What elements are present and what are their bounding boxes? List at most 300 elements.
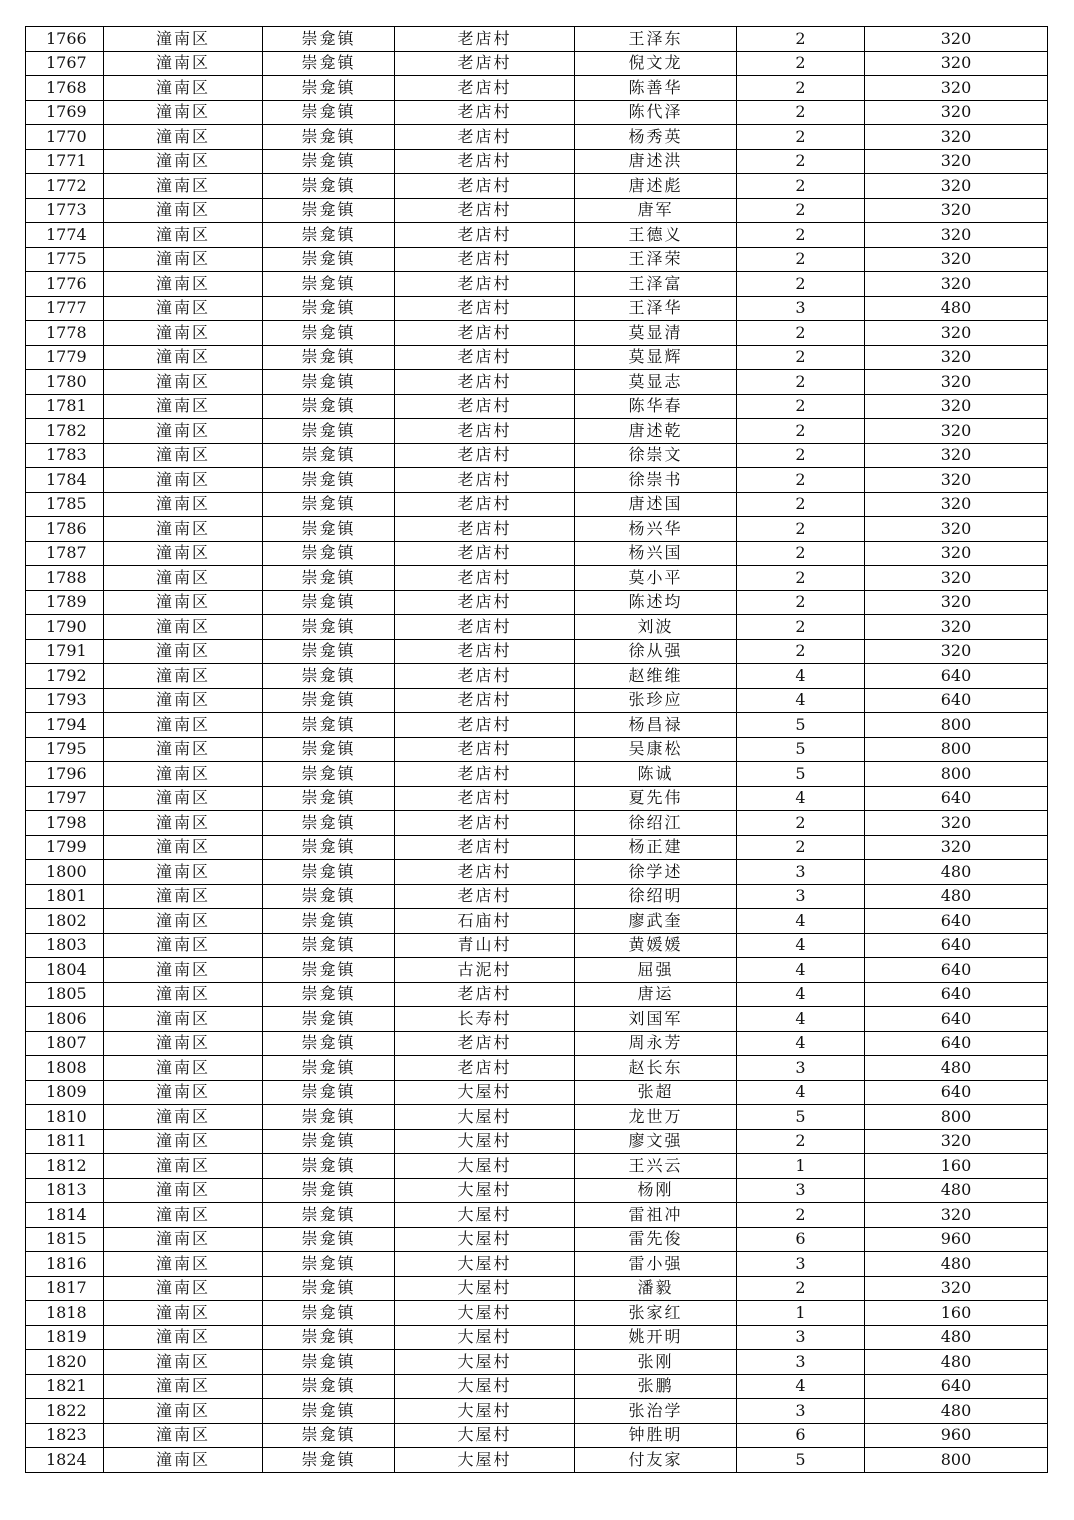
- table-row: [26, 468, 1048, 493]
- seq-cell: 1784: [26, 468, 104, 493]
- village-cell: 大屋村: [395, 1399, 575, 1424]
- amount-cell: 320: [865, 272, 1048, 297]
- name-cell: 张鹏: [575, 1374, 737, 1399]
- village-cell: 老店村: [395, 590, 575, 615]
- amount-cell: 480: [865, 296, 1048, 321]
- household-size-cell: 3: [737, 1399, 865, 1424]
- amount-cell: 640: [865, 664, 1048, 689]
- amount-cell: 640: [865, 909, 1048, 934]
- village-cell: 大屋村: [395, 1325, 575, 1350]
- town-cell: 崇龛镇: [263, 321, 395, 346]
- seq-cell: 1820: [26, 1350, 104, 1375]
- village-cell: 老店村: [395, 835, 575, 860]
- district-cell: 潼南区: [104, 321, 263, 346]
- district-cell: 潼南区: [104, 1325, 263, 1350]
- household-size-cell: 4: [737, 664, 865, 689]
- amount-cell: 800: [865, 713, 1048, 738]
- amount-cell: 800: [865, 737, 1048, 762]
- household-size-cell: 1: [737, 1154, 865, 1179]
- village-cell: 大屋村: [395, 1276, 575, 1301]
- district-cell: 潼南区: [104, 688, 263, 713]
- household-size-cell: 6: [737, 1227, 865, 1252]
- village-cell: 老店村: [395, 811, 575, 836]
- name-cell: 龙世万: [575, 1105, 737, 1130]
- amount-cell: 320: [865, 566, 1048, 591]
- town-cell: 崇龛镇: [263, 541, 395, 566]
- household-size-cell: 3: [737, 1325, 865, 1350]
- town-cell: 崇龛镇: [263, 1154, 395, 1179]
- amount-cell: 320: [865, 517, 1048, 542]
- name-cell: 雷先俊: [575, 1227, 737, 1252]
- household-size-cell: 2: [737, 1129, 865, 1154]
- table-row: [26, 762, 1048, 787]
- table-row: [26, 1227, 1048, 1252]
- village-cell: 大屋村: [395, 1178, 575, 1203]
- town-cell: 崇龛镇: [263, 566, 395, 591]
- table-row: [26, 321, 1048, 346]
- name-cell: 张家红: [575, 1301, 737, 1326]
- name-cell: 唐述国: [575, 492, 737, 517]
- seq-cell: 1812: [26, 1154, 104, 1179]
- household-size-cell: 4: [737, 786, 865, 811]
- seq-cell: 1792: [26, 664, 104, 689]
- town-cell: 崇龛镇: [263, 884, 395, 909]
- amount-cell: 800: [865, 1448, 1048, 1473]
- name-cell: 徐绍明: [575, 884, 737, 909]
- district-cell: 潼南区: [104, 566, 263, 591]
- seq-cell: 1770: [26, 125, 104, 150]
- name-cell: 倪文龙: [575, 51, 737, 76]
- town-cell: 崇龛镇: [263, 272, 395, 297]
- village-cell: 老店村: [395, 737, 575, 762]
- village-cell: 老店村: [395, 272, 575, 297]
- seq-cell: 1771: [26, 149, 104, 174]
- seq-cell: 1776: [26, 272, 104, 297]
- table-row: [26, 811, 1048, 836]
- village-cell: 老店村: [395, 370, 575, 395]
- household-size-cell: 3: [737, 860, 865, 885]
- seq-cell: 1775: [26, 247, 104, 272]
- town-cell: 崇龛镇: [263, 1227, 395, 1252]
- district-cell: 潼南区: [104, 198, 263, 223]
- seq-cell: 1773: [26, 198, 104, 223]
- table-row: [26, 1399, 1048, 1424]
- household-size-cell: 5: [737, 1105, 865, 1130]
- amount-cell: 640: [865, 933, 1048, 958]
- town-cell: 崇龛镇: [263, 1350, 395, 1375]
- amount-cell: 960: [865, 1227, 1048, 1252]
- table-row: [26, 443, 1048, 468]
- amount-cell: 320: [865, 345, 1048, 370]
- seq-cell: 1799: [26, 835, 104, 860]
- town-cell: 崇龛镇: [263, 713, 395, 738]
- village-cell: 老店村: [395, 492, 575, 517]
- amount-cell: 480: [865, 860, 1048, 885]
- seq-cell: 1790: [26, 615, 104, 640]
- district-cell: 潼南区: [104, 1105, 263, 1130]
- seq-cell: 1810: [26, 1105, 104, 1130]
- village-cell: 老店村: [395, 860, 575, 885]
- table-row: [26, 27, 1048, 52]
- town-cell: 崇龛镇: [263, 811, 395, 836]
- village-cell: 老店村: [395, 1056, 575, 1081]
- name-cell: 杨兴国: [575, 541, 737, 566]
- seq-cell: 1772: [26, 174, 104, 199]
- district-cell: 潼南区: [104, 958, 263, 983]
- district-cell: 潼南区: [104, 419, 263, 444]
- table-row: [26, 958, 1048, 983]
- name-cell: 张超: [575, 1080, 737, 1105]
- amount-cell: 320: [865, 149, 1048, 174]
- town-cell: 崇龛镇: [263, 370, 395, 395]
- amount-cell: 480: [865, 1325, 1048, 1350]
- amount-cell: 320: [865, 223, 1048, 248]
- household-size-cell: 3: [737, 1252, 865, 1277]
- town-cell: 崇龛镇: [263, 174, 395, 199]
- amount-cell: 320: [865, 370, 1048, 395]
- seq-cell: 1794: [26, 713, 104, 738]
- household-size-cell: 4: [737, 688, 865, 713]
- town-cell: 崇龛镇: [263, 1105, 395, 1130]
- household-size-cell: 4: [737, 982, 865, 1007]
- seq-cell: 1767: [26, 51, 104, 76]
- name-cell: 王兴云: [575, 1154, 737, 1179]
- town-cell: 崇龛镇: [263, 982, 395, 1007]
- village-cell: 大屋村: [395, 1448, 575, 1473]
- name-cell: 唐述洪: [575, 149, 737, 174]
- town-cell: 崇龛镇: [263, 1031, 395, 1056]
- table-row: [26, 1031, 1048, 1056]
- name-cell: 唐述乾: [575, 419, 737, 444]
- household-size-cell: 3: [737, 1056, 865, 1081]
- seq-cell: 1824: [26, 1448, 104, 1473]
- table-row: [26, 1276, 1048, 1301]
- town-cell: 崇龛镇: [263, 76, 395, 101]
- household-size-cell: 2: [737, 590, 865, 615]
- district-cell: 潼南区: [104, 1129, 263, 1154]
- table-row: [26, 1325, 1048, 1350]
- seq-cell: 1815: [26, 1227, 104, 1252]
- seq-cell: 1818: [26, 1301, 104, 1326]
- seq-cell: 1805: [26, 982, 104, 1007]
- amount-cell: 640: [865, 1374, 1048, 1399]
- district-cell: 潼南区: [104, 1276, 263, 1301]
- district-cell: 潼南区: [104, 345, 263, 370]
- district-cell: 潼南区: [104, 1227, 263, 1252]
- household-size-cell: 2: [737, 247, 865, 272]
- table-row: [26, 1448, 1048, 1473]
- name-cell: 唐述彪: [575, 174, 737, 199]
- village-cell: 老店村: [395, 100, 575, 125]
- district-cell: 潼南区: [104, 1252, 263, 1277]
- seq-cell: 1785: [26, 492, 104, 517]
- table-row: [26, 345, 1048, 370]
- household-size-cell: 2: [737, 174, 865, 199]
- household-size-cell: 5: [737, 737, 865, 762]
- amount-cell: 320: [865, 394, 1048, 419]
- seq-cell: 1787: [26, 541, 104, 566]
- table-row: [26, 713, 1048, 738]
- seq-cell: 1777: [26, 296, 104, 321]
- town-cell: 崇龛镇: [263, 394, 395, 419]
- household-size-cell: 2: [737, 835, 865, 860]
- household-size-cell: 2: [737, 51, 865, 76]
- seq-cell: 1823: [26, 1423, 104, 1448]
- village-cell: 古泥村: [395, 958, 575, 983]
- name-cell: 雷小强: [575, 1252, 737, 1277]
- seq-cell: 1801: [26, 884, 104, 909]
- village-cell: 老店村: [395, 149, 575, 174]
- household-size-cell: 5: [737, 762, 865, 787]
- name-cell: 钟胜明: [575, 1423, 737, 1448]
- town-cell: 崇龛镇: [263, 1448, 395, 1473]
- seq-cell: 1819: [26, 1325, 104, 1350]
- seq-cell: 1821: [26, 1374, 104, 1399]
- town-cell: 崇龛镇: [263, 1129, 395, 1154]
- village-cell: 老店村: [395, 198, 575, 223]
- household-size-cell: 4: [737, 933, 865, 958]
- seq-cell: 1769: [26, 100, 104, 125]
- district-cell: 潼南区: [104, 1007, 263, 1032]
- household-size-cell: 2: [737, 566, 865, 591]
- table-row: [26, 688, 1048, 713]
- village-cell: 老店村: [395, 443, 575, 468]
- amount-cell: 640: [865, 1031, 1048, 1056]
- village-cell: 大屋村: [395, 1080, 575, 1105]
- town-cell: 崇龛镇: [263, 296, 395, 321]
- town-cell: 崇龛镇: [263, 860, 395, 885]
- household-size-cell: 2: [737, 76, 865, 101]
- name-cell: 周永芳: [575, 1031, 737, 1056]
- district-cell: 潼南区: [104, 1301, 263, 1326]
- name-cell: 廖文强: [575, 1129, 737, 1154]
- amount-cell: 640: [865, 1080, 1048, 1105]
- town-cell: 崇龛镇: [263, 1325, 395, 1350]
- town-cell: 崇龛镇: [263, 664, 395, 689]
- name-cell: 付友家: [575, 1448, 737, 1473]
- amount-cell: 320: [865, 1276, 1048, 1301]
- town-cell: 崇龛镇: [263, 100, 395, 125]
- name-cell: 王泽华: [575, 296, 737, 321]
- amount-cell: 160: [865, 1154, 1048, 1179]
- village-cell: 老店村: [395, 394, 575, 419]
- town-cell: 崇龛镇: [263, 1399, 395, 1424]
- name-cell: 陈善华: [575, 76, 737, 101]
- name-cell: 杨正建: [575, 835, 737, 860]
- name-cell: 吴康松: [575, 737, 737, 762]
- village-cell: 大屋村: [395, 1374, 575, 1399]
- table-row: [26, 198, 1048, 223]
- district-cell: 潼南区: [104, 1350, 263, 1375]
- name-cell: 王泽东: [575, 27, 737, 52]
- name-cell: 王泽荣: [575, 247, 737, 272]
- table-row: [26, 1203, 1048, 1228]
- district-cell: 潼南区: [104, 541, 263, 566]
- town-cell: 崇龛镇: [263, 247, 395, 272]
- household-size-cell: 3: [737, 884, 865, 909]
- seq-cell: 1781: [26, 394, 104, 419]
- table-row: [26, 1080, 1048, 1105]
- table-row: [26, 419, 1048, 444]
- village-cell: 老店村: [395, 982, 575, 1007]
- seq-cell: 1813: [26, 1178, 104, 1203]
- village-cell: 老店村: [395, 51, 575, 76]
- district-cell: 潼南区: [104, 786, 263, 811]
- town-cell: 崇龛镇: [263, 517, 395, 542]
- household-size-cell: 3: [737, 1350, 865, 1375]
- amount-cell: 320: [865, 321, 1048, 346]
- amount-cell: 160: [865, 1301, 1048, 1326]
- table-row: [26, 296, 1048, 321]
- seq-cell: 1807: [26, 1031, 104, 1056]
- name-cell: 杨秀英: [575, 125, 737, 150]
- table-row: [26, 590, 1048, 615]
- table-row: [26, 1374, 1048, 1399]
- table-row: [26, 517, 1048, 542]
- table-row: [26, 1252, 1048, 1277]
- amount-cell: 320: [865, 76, 1048, 101]
- name-cell: 雷祖冲: [575, 1203, 737, 1228]
- district-cell: 潼南区: [104, 639, 263, 664]
- district-cell: 潼南区: [104, 835, 263, 860]
- village-cell: 青山村: [395, 933, 575, 958]
- name-cell: 王泽富: [575, 272, 737, 297]
- table-row: [26, 125, 1048, 150]
- town-cell: 崇龛镇: [263, 737, 395, 762]
- village-cell: 老店村: [395, 664, 575, 689]
- name-cell: 黄媛媛: [575, 933, 737, 958]
- household-size-cell: 2: [737, 370, 865, 395]
- name-cell: 姚开明: [575, 1325, 737, 1350]
- village-cell: 老店村: [395, 247, 575, 272]
- town-cell: 崇龛镇: [263, 1080, 395, 1105]
- district-cell: 潼南区: [104, 223, 263, 248]
- household-size-cell: 2: [737, 272, 865, 297]
- table-row: [26, 786, 1048, 811]
- amount-cell: 320: [865, 468, 1048, 493]
- name-cell: 唐运: [575, 982, 737, 1007]
- district-cell: 潼南区: [104, 1399, 263, 1424]
- name-cell: 莫显清: [575, 321, 737, 346]
- amount-cell: 640: [865, 1007, 1048, 1032]
- village-cell: 大屋村: [395, 1154, 575, 1179]
- town-cell: 崇龛镇: [263, 443, 395, 468]
- town-cell: 崇龛镇: [263, 1203, 395, 1228]
- household-size-cell: 2: [737, 811, 865, 836]
- district-cell: 潼南区: [104, 1423, 263, 1448]
- seq-cell: 1783: [26, 443, 104, 468]
- amount-cell: 320: [865, 443, 1048, 468]
- table-row: [26, 1129, 1048, 1154]
- seq-cell: 1791: [26, 639, 104, 664]
- seq-cell: 1803: [26, 933, 104, 958]
- district-cell: 潼南区: [104, 884, 263, 909]
- table-row: [26, 76, 1048, 101]
- table-row: [26, 149, 1048, 174]
- district-cell: 潼南区: [104, 762, 263, 787]
- town-cell: 崇龛镇: [263, 1252, 395, 1277]
- seq-cell: 1778: [26, 321, 104, 346]
- village-cell: 老店村: [395, 296, 575, 321]
- table-row: [26, 1007, 1048, 1032]
- household-size-cell: 4: [737, 909, 865, 934]
- town-cell: 崇龛镇: [263, 1007, 395, 1032]
- name-cell: 赵维维: [575, 664, 737, 689]
- village-cell: 老店村: [395, 713, 575, 738]
- seq-cell: 1779: [26, 345, 104, 370]
- name-cell: 王德义: [575, 223, 737, 248]
- name-cell: 徐崇书: [575, 468, 737, 493]
- district-cell: 潼南区: [104, 125, 263, 150]
- amount-cell: 480: [865, 1350, 1048, 1375]
- seq-cell: 1786: [26, 517, 104, 542]
- name-cell: 张刚: [575, 1350, 737, 1375]
- village-cell: 老店村: [395, 639, 575, 664]
- table-row: [26, 860, 1048, 885]
- district-cell: 潼南区: [104, 713, 263, 738]
- amount-cell: 320: [865, 541, 1048, 566]
- district-cell: 潼南区: [104, 590, 263, 615]
- household-size-cell: 4: [737, 1007, 865, 1032]
- seq-cell: 1793: [26, 688, 104, 713]
- amount-cell: 320: [865, 125, 1048, 150]
- household-size-cell: 6: [737, 1423, 865, 1448]
- town-cell: 崇龛镇: [263, 419, 395, 444]
- village-cell: 老店村: [395, 27, 575, 52]
- table-row: [26, 100, 1048, 125]
- household-size-cell: 2: [737, 125, 865, 150]
- amount-cell: 640: [865, 786, 1048, 811]
- table-row: [26, 1056, 1048, 1081]
- village-cell: 大屋村: [395, 1203, 575, 1228]
- town-cell: 崇龛镇: [263, 51, 395, 76]
- name-cell: 杨昌禄: [575, 713, 737, 738]
- name-cell: 杨兴华: [575, 517, 737, 542]
- village-cell: 老店村: [395, 76, 575, 101]
- village-cell: 老店村: [395, 125, 575, 150]
- district-cell: 潼南区: [104, 370, 263, 395]
- district-cell: 潼南区: [104, 272, 263, 297]
- district-cell: 潼南区: [104, 443, 263, 468]
- table-row: [26, 51, 1048, 76]
- amount-cell: 320: [865, 100, 1048, 125]
- household-size-cell: 2: [737, 468, 865, 493]
- amount-cell: 960: [865, 1423, 1048, 1448]
- district-cell: 潼南区: [104, 1080, 263, 1105]
- name-cell: 杨刚: [575, 1178, 737, 1203]
- amount-cell: 480: [865, 884, 1048, 909]
- table-row: [26, 615, 1048, 640]
- village-cell: 老店村: [395, 345, 575, 370]
- household-size-cell: 5: [737, 1448, 865, 1473]
- household-size-cell: 2: [737, 1276, 865, 1301]
- household-size-cell: 2: [737, 27, 865, 52]
- amount-cell: 480: [865, 1252, 1048, 1277]
- household-size-cell: 2: [737, 149, 865, 174]
- seq-cell: 1780: [26, 370, 104, 395]
- seq-cell: 1782: [26, 419, 104, 444]
- amount-cell: 320: [865, 590, 1048, 615]
- table-row: [26, 982, 1048, 1007]
- seq-cell: 1796: [26, 762, 104, 787]
- village-cell: 老店村: [395, 786, 575, 811]
- town-cell: 崇龛镇: [263, 786, 395, 811]
- village-cell: 大屋村: [395, 1105, 575, 1130]
- name-cell: 刘波: [575, 615, 737, 640]
- seq-cell: 1774: [26, 223, 104, 248]
- seq-cell: 1816: [26, 1252, 104, 1277]
- district-cell: 潼南区: [104, 909, 263, 934]
